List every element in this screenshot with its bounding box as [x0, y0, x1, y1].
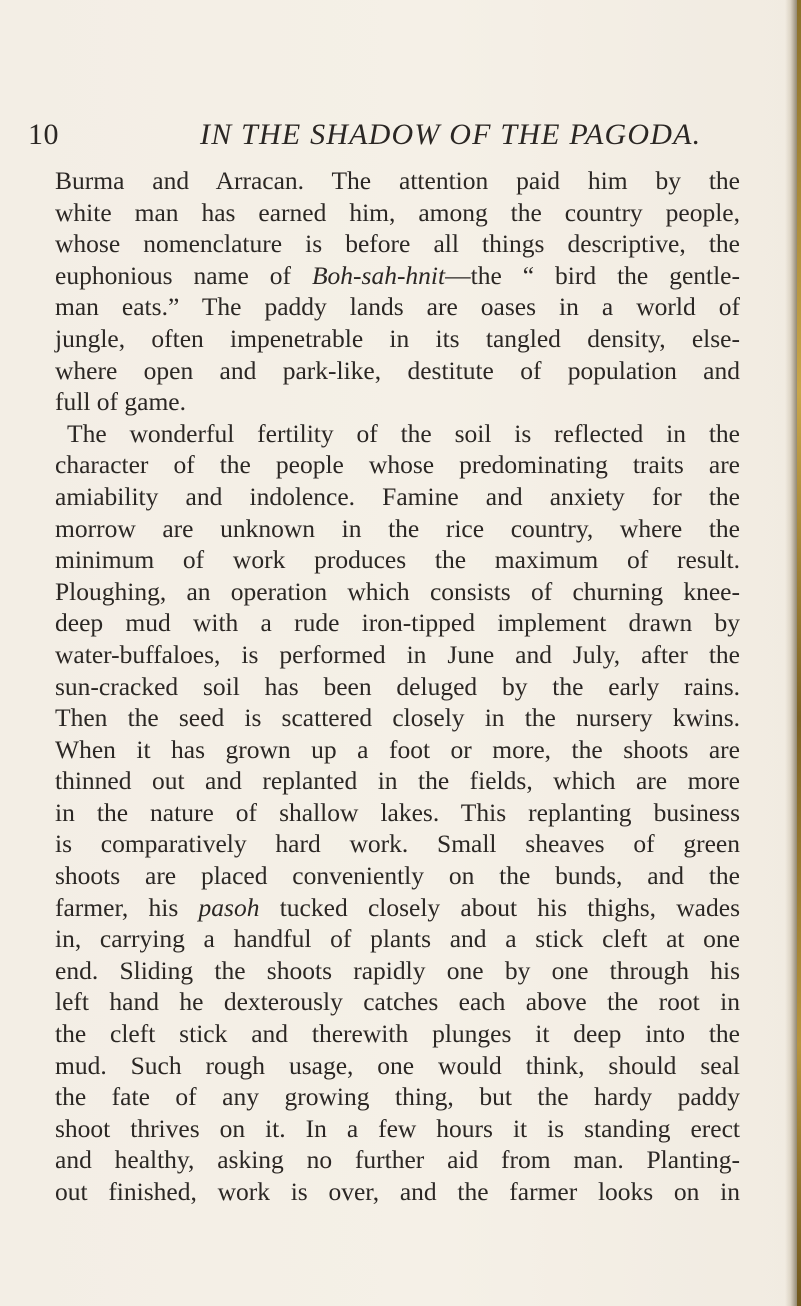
text-line: end. Sliding the shoots rapidly one by one through his: [55, 955, 740, 985]
text-line: Ploughing, an operation which consists of churning knee-: [55, 576, 740, 606]
text-line: morrow are unknown in the rice country, where the: [55, 513, 740, 543]
text-line: where open and park-like, destitute of population and: [55, 355, 740, 385]
text-line: and healthy, asking no further aid from man. Planting-: [55, 1145, 740, 1175]
text-line: shoot thrives on it. In a few hours it is standing erect: [55, 1113, 740, 1143]
text-line: whose nomenclature is before all things descriptive, the: [55, 229, 740, 259]
text-line: mud. Such rough usage, one would think, should seal: [55, 1050, 740, 1080]
text-line: minimum of work produces the maximum of result.: [55, 545, 740, 575]
running-head: [28, 118, 768, 158]
text-line: shoots are placed conveniently on the bunds, and the: [55, 861, 740, 891]
body-text: [55, 165, 740, 1208]
text-line: [55, 260, 740, 292]
text-line: sun-cracked soil has been deluged by the early rains.: [55, 671, 740, 701]
text-line: deep mud with a rude iron-tipped implement drawn by: [55, 608, 740, 638]
text-line: water-buffaloes, is performed in June and July, after the: [55, 639, 740, 669]
text-line-start: euphonious name of: [55, 260, 312, 290]
text-line: thinned out and replanted in the fields, which are more: [55, 766, 740, 796]
text-line: out finished, work is over, and the farmer looks on in: [55, 1177, 740, 1206]
text-line: is comparatively hard work. Small sheaves of green: [55, 829, 740, 859]
italic-bird-name: Boh-sah-hnit: [311, 260, 446, 290]
text-line: in, carrying a handful of plants and a stick cleft at one: [55, 924, 740, 954]
text-line: white man has earned him, among the country people,: [55, 197, 740, 227]
text-line: the fate of any growing thing, but the hardy paddy: [55, 1082, 740, 1112]
page-number: 10: [28, 118, 59, 151]
text-line: left hand he dexterously catches each above the root in: [55, 987, 740, 1017]
text-line: When it has grown up a foot or more, the shoots are: [55, 734, 740, 764]
text-line-end: tucked closely about his thighs, wades: [259, 892, 740, 922]
text-line: in the nature of shallow lakes. This replanting business: [55, 797, 740, 827]
text-line: amiability and indolence. Famine and anxiety for the: [55, 481, 740, 511]
running-title: IN THE SHADOW OF THE PAGODA.: [200, 118, 702, 151]
text-line: jungle, often impenetrable in its tangled density, else-: [55, 323, 740, 353]
text-line: the cleft stick and therewith plunges it deep into the: [55, 1019, 740, 1049]
text-line: man eats.” The paddy lands are oases in a world of: [55, 292, 740, 322]
italic-pasoh: pasoh: [198, 892, 260, 922]
text-line: Then the seed is scattered closely in the nursery kwins.: [55, 703, 740, 733]
text-line-start: farmer, his: [55, 892, 199, 922]
text-line: [55, 892, 740, 924]
page-edge-shadow: [785, 0, 801, 1306]
text-line: character of the people whose predominating traits are: [55, 450, 740, 480]
text-line: full of game.: [55, 387, 186, 417]
text-line: Burma and Arracan. The attention paid him by the: [55, 166, 740, 195]
paragraph-start-line: The wonderful fertility of the soil is reflected in the: [67, 418, 740, 448]
text-line-end: —the “ bird the gentle-: [445, 260, 740, 290]
